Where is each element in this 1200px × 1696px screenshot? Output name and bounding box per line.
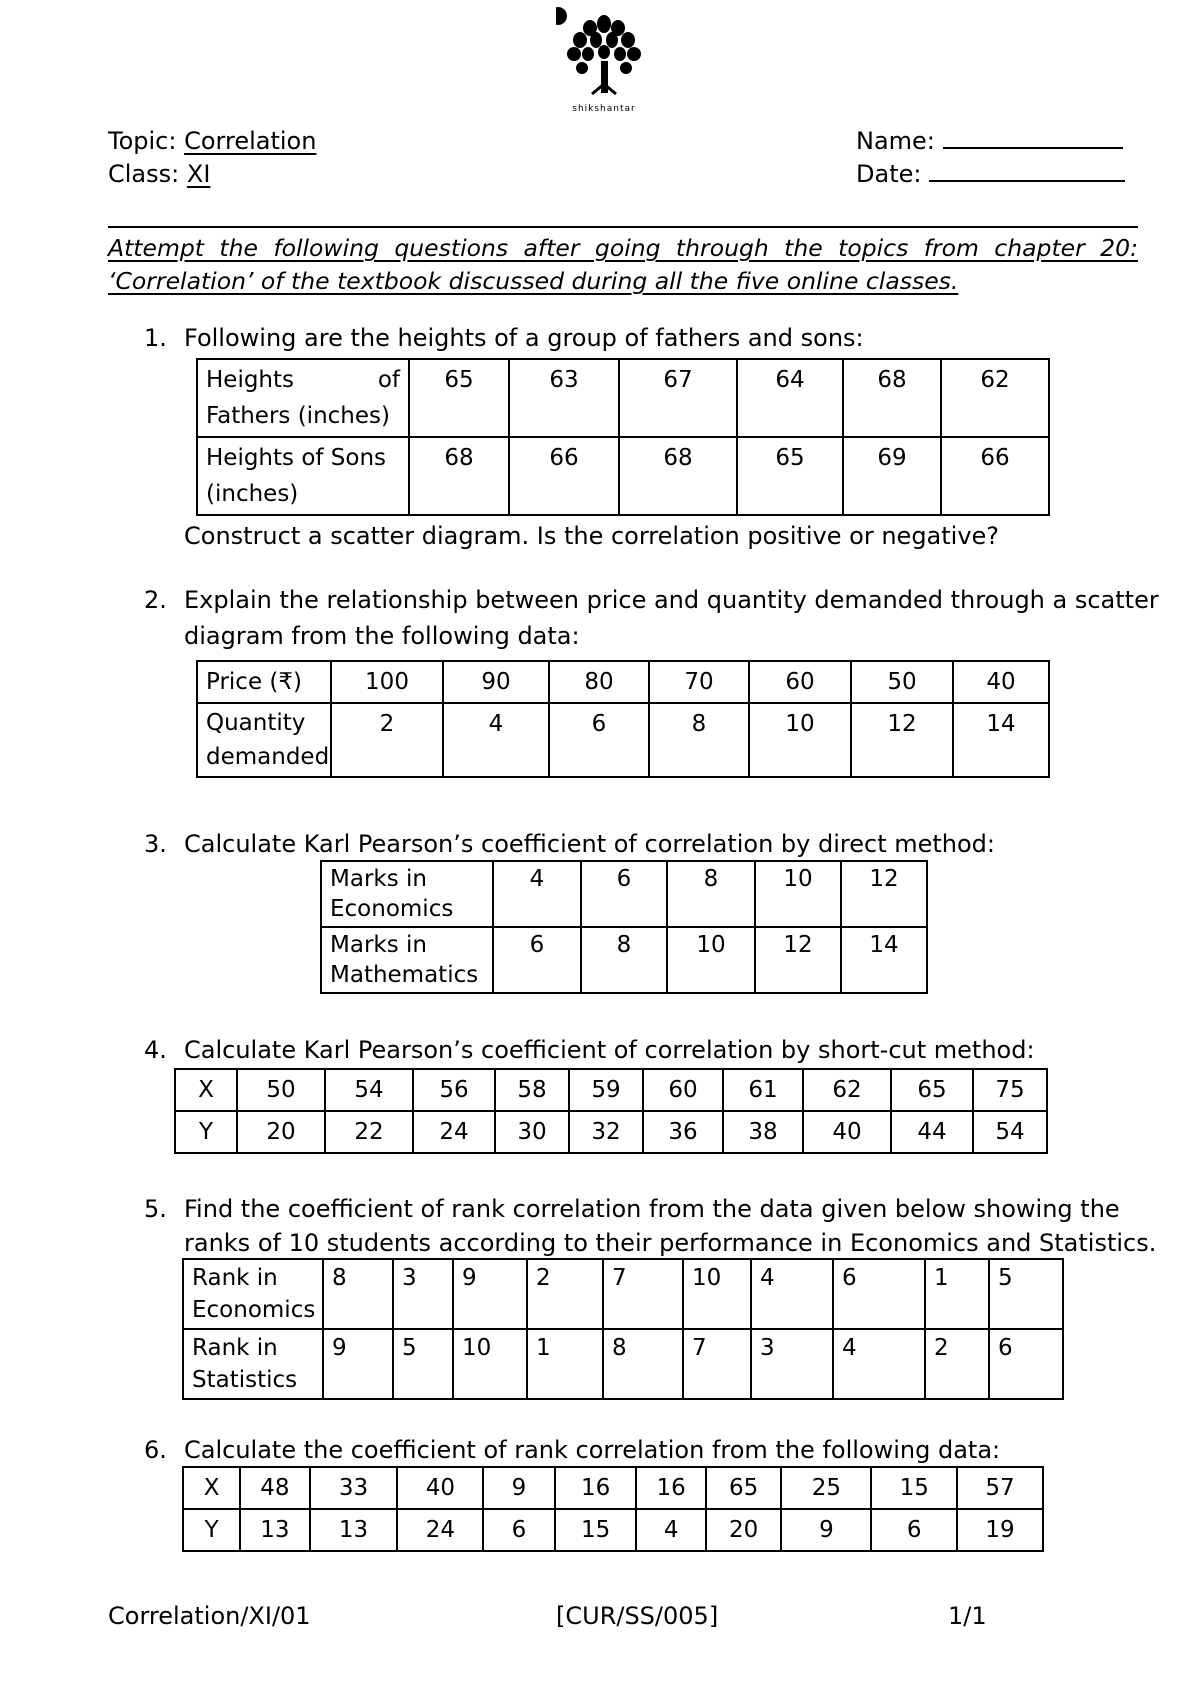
question-5 bbox=[144, 1192, 1156, 1260]
table-cell: 61 bbox=[723, 1069, 803, 1111]
table-cell: 6 bbox=[871, 1509, 957, 1551]
table-row bbox=[197, 661, 1049, 703]
table-cell: 8 bbox=[603, 1329, 683, 1399]
table-cell: 60 bbox=[749, 661, 851, 703]
question-text: Calculate Karl Pearson’s coefficient of correlation by direct method: bbox=[184, 830, 995, 858]
table-row bbox=[197, 437, 1049, 515]
table-row bbox=[175, 1069, 1047, 1111]
table-cell: 4 bbox=[443, 703, 549, 777]
table-cell: 10 bbox=[683, 1259, 751, 1329]
table-cell: 6 bbox=[833, 1259, 925, 1329]
row-header: Quantity demanded bbox=[197, 703, 331, 777]
table-cell: 1 bbox=[527, 1329, 603, 1399]
table-row bbox=[175, 1111, 1047, 1153]
table-row bbox=[183, 1467, 1043, 1509]
table-cell: 22 bbox=[325, 1111, 413, 1153]
question-4 bbox=[144, 1032, 1035, 1068]
date-blank[interactable] bbox=[929, 158, 1125, 182]
name-blank[interactable] bbox=[943, 125, 1123, 149]
table-cell: 5 bbox=[393, 1329, 453, 1399]
table-cell: 25 bbox=[781, 1467, 871, 1509]
row-header: Y bbox=[175, 1111, 237, 1153]
table-cell: 24 bbox=[413, 1111, 495, 1153]
tree-logo-icon bbox=[556, 6, 652, 106]
topic-value: Correlation bbox=[184, 127, 317, 155]
table-cell: 16 bbox=[555, 1467, 637, 1509]
table-cell: 9 bbox=[781, 1509, 871, 1551]
table-cell: 10 bbox=[667, 927, 755, 993]
question-6 bbox=[144, 1432, 1000, 1468]
table-cell: 12 bbox=[851, 703, 953, 777]
table-cell: 6 bbox=[549, 703, 649, 777]
table-cell: 65 bbox=[737, 437, 843, 515]
table-row bbox=[321, 861, 927, 927]
name-label: Name: bbox=[856, 127, 935, 155]
table-cell: 2 bbox=[527, 1259, 603, 1329]
table-cell: 19 bbox=[957, 1509, 1043, 1551]
table-cell: 65 bbox=[891, 1069, 973, 1111]
table-cell: 2 bbox=[925, 1329, 989, 1399]
table-cell: 54 bbox=[973, 1111, 1047, 1153]
table-cell: 6 bbox=[581, 861, 667, 927]
question-text: Calculate Karl Pearson’s coefficient of correlation by short-cut method: bbox=[184, 1036, 1035, 1064]
class-line bbox=[108, 158, 210, 190]
table-cell: 1 bbox=[925, 1259, 989, 1329]
table-cell: 15 bbox=[871, 1467, 957, 1509]
table-cell: 8 bbox=[649, 703, 749, 777]
instructions: Attempt the following questions after going through the topics from chapter 20: ‘Correlation’ of the textbook discussed during all the five online classes. bbox=[108, 226, 1138, 298]
q1-table bbox=[196, 358, 1050, 516]
row-header: Price (₹) bbox=[197, 661, 331, 703]
table-row bbox=[183, 1259, 1063, 1329]
question-number: 6. bbox=[144, 1436, 167, 1464]
table-cell: 10 bbox=[755, 861, 841, 927]
table-cell: 40 bbox=[397, 1467, 483, 1509]
table-cell: 66 bbox=[509, 437, 619, 515]
table-cell: 20 bbox=[237, 1111, 325, 1153]
row-header: Heights of Sons (inches) bbox=[197, 437, 409, 515]
table-cell: 50 bbox=[851, 661, 953, 703]
table-cell: 12 bbox=[841, 861, 927, 927]
class-label: Class: bbox=[108, 160, 180, 188]
row-header: Rank in Statistics bbox=[183, 1329, 323, 1399]
table-cell: 3 bbox=[751, 1329, 833, 1399]
table-cell: 90 bbox=[443, 661, 549, 703]
table-cell: 7 bbox=[683, 1329, 751, 1399]
table-row bbox=[183, 1329, 1063, 1399]
table-cell: 62 bbox=[803, 1069, 891, 1111]
table-cell: 48 bbox=[240, 1467, 309, 1509]
table-cell: 56 bbox=[413, 1069, 495, 1111]
table-cell: 57 bbox=[957, 1467, 1043, 1509]
table-cell: 13 bbox=[310, 1509, 398, 1551]
table-cell: 54 bbox=[325, 1069, 413, 1111]
table-cell: 5 bbox=[989, 1259, 1063, 1329]
q5-table bbox=[182, 1258, 1064, 1400]
footer-center: [CUR/SS/005] bbox=[556, 1602, 719, 1630]
question-number: 3. bbox=[144, 830, 167, 858]
table-cell: 36 bbox=[643, 1111, 723, 1153]
question-1 bbox=[144, 320, 864, 356]
class-value: XI bbox=[186, 160, 211, 188]
table-cell: 58 bbox=[495, 1069, 569, 1111]
table-cell: 68 bbox=[409, 437, 509, 515]
table-cell: 4 bbox=[636, 1509, 705, 1551]
q4-table bbox=[174, 1068, 1048, 1154]
table-cell: 4 bbox=[493, 861, 581, 927]
table-cell: 80 bbox=[549, 661, 649, 703]
question-text-line-2: ranks of 10 students according to their performance in Economics and Statistics. bbox=[184, 1229, 1157, 1257]
table-row bbox=[321, 927, 927, 993]
table-cell: 10 bbox=[749, 703, 851, 777]
table-cell: 64 bbox=[737, 359, 843, 437]
name-line bbox=[856, 125, 1123, 157]
question-number: 2. bbox=[144, 586, 167, 614]
table-cell: 70 bbox=[649, 661, 749, 703]
table-cell: 9 bbox=[323, 1329, 393, 1399]
table-cell: 66 bbox=[941, 437, 1049, 515]
question-number: 4. bbox=[144, 1036, 167, 1064]
table-cell: 40 bbox=[803, 1111, 891, 1153]
table-cell: 20 bbox=[706, 1509, 782, 1551]
table-cell: 8 bbox=[581, 927, 667, 993]
footer-right: 1/1 bbox=[948, 1602, 987, 1630]
question-text: Calculate the coefficient of rank correlation from the following data: bbox=[184, 1436, 1001, 1464]
table-row bbox=[197, 359, 1049, 437]
date-label: Date: bbox=[856, 160, 922, 188]
footer-left: Correlation/XI/01 bbox=[108, 1602, 311, 1630]
table-cell: 63 bbox=[509, 359, 619, 437]
table-cell: 59 bbox=[569, 1069, 643, 1111]
table-cell: 4 bbox=[833, 1329, 925, 1399]
table-cell: 15 bbox=[555, 1509, 637, 1551]
table-cell: 14 bbox=[841, 927, 927, 993]
q6-table bbox=[182, 1466, 1044, 1552]
q1-followup: Construct a scatter diagram. Is the correlation positive or negative? bbox=[184, 522, 1000, 550]
table-cell: 30 bbox=[495, 1111, 569, 1153]
row-header: Y bbox=[183, 1509, 240, 1551]
table-cell: 6 bbox=[483, 1509, 554, 1551]
row-header: X bbox=[183, 1467, 240, 1509]
table-cell: 12 bbox=[755, 927, 841, 993]
table-cell: 4 bbox=[751, 1259, 833, 1329]
question-text-line-1: Explain the relationship between price and quantity demanded through a scatter bbox=[184, 586, 1159, 614]
question-2 bbox=[144, 582, 1159, 654]
row-header: Marks in Economics bbox=[321, 861, 493, 927]
table-cell: 8 bbox=[323, 1259, 393, 1329]
table-cell: 62 bbox=[941, 359, 1049, 437]
table-cell: 16 bbox=[636, 1467, 705, 1509]
row-header: Rank in Economics bbox=[183, 1259, 323, 1329]
table-cell: 6 bbox=[989, 1329, 1063, 1399]
q2-table bbox=[196, 660, 1050, 778]
table-cell: 2 bbox=[331, 703, 443, 777]
table-cell: 6 bbox=[493, 927, 581, 993]
question-text: Following are the heights of a group of fathers and sons: bbox=[184, 324, 864, 352]
table-cell: 38 bbox=[723, 1111, 803, 1153]
row-header: Heights of Fathers (inches) bbox=[197, 359, 409, 437]
table-row bbox=[183, 1509, 1043, 1551]
table-cell: 3 bbox=[393, 1259, 453, 1329]
table-cell: 40 bbox=[953, 661, 1049, 703]
question-number: 1. bbox=[144, 324, 167, 352]
table-cell: 8 bbox=[667, 861, 755, 927]
table-cell: 75 bbox=[973, 1069, 1047, 1111]
table-cell: 24 bbox=[397, 1509, 483, 1551]
table-cell: 13 bbox=[240, 1509, 309, 1551]
table-cell: 9 bbox=[483, 1467, 554, 1509]
q3-table bbox=[320, 860, 928, 994]
row-header: Marks in Mathematics bbox=[321, 927, 493, 993]
row-header: X bbox=[175, 1069, 237, 1111]
table-cell: 65 bbox=[409, 359, 509, 437]
table-cell: 100 bbox=[331, 661, 443, 703]
question-text-line-2: diagram from the following data: bbox=[184, 622, 580, 650]
table-cell: 9 bbox=[453, 1259, 527, 1329]
table-cell: 33 bbox=[310, 1467, 398, 1509]
table-cell: 69 bbox=[843, 437, 941, 515]
shikshantar-logo bbox=[556, 6, 652, 116]
question-3 bbox=[144, 826, 995, 862]
topic-line bbox=[108, 125, 316, 157]
question-text-line-1: Find the coefficient of rank correlation from the data given below showing the bbox=[184, 1195, 1120, 1223]
question-number: 5. bbox=[144, 1195, 167, 1223]
topic-label: Topic: bbox=[108, 127, 177, 155]
table-row bbox=[197, 703, 1049, 777]
table-cell: 50 bbox=[237, 1069, 325, 1111]
table-cell: 32 bbox=[569, 1111, 643, 1153]
table-cell: 68 bbox=[619, 437, 737, 515]
table-cell: 14 bbox=[953, 703, 1049, 777]
table-cell: 65 bbox=[706, 1467, 782, 1509]
table-cell: 67 bbox=[619, 359, 737, 437]
logo-text: shikshantar bbox=[572, 104, 636, 114]
table-cell: 44 bbox=[891, 1111, 973, 1153]
table-cell: 68 bbox=[843, 359, 941, 437]
table-cell: 7 bbox=[603, 1259, 683, 1329]
date-line bbox=[856, 158, 1125, 190]
table-cell: 60 bbox=[643, 1069, 723, 1111]
table-cell: 10 bbox=[453, 1329, 527, 1399]
